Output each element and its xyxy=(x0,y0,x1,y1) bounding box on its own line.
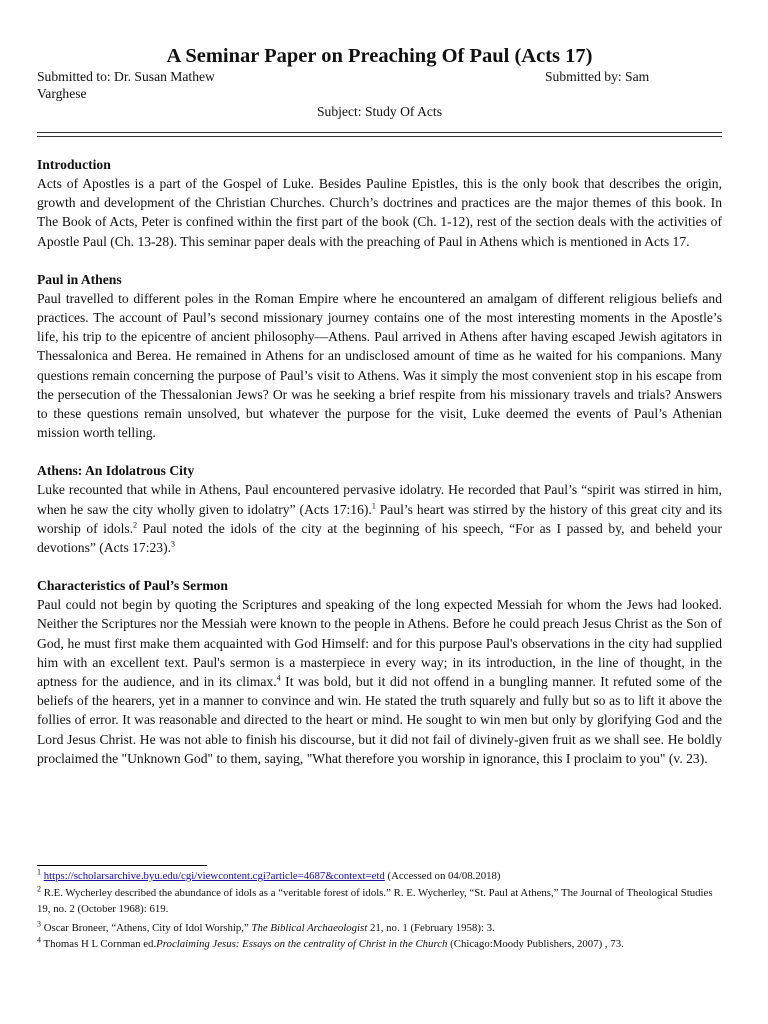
submitted-to: Submitted to: Dr. Susan Mathew xyxy=(37,69,215,84)
footnote-text: (Accessed on 04/08.2018) xyxy=(384,870,501,882)
section-idolatrous-city xyxy=(37,461,722,557)
submitted-by: Submitted by: Sam xyxy=(545,69,650,84)
footnote-ref[interactable]: 3 xyxy=(171,539,176,549)
document-page xyxy=(37,0,722,768)
text-run: Paul could not begin by quoting the Scriptures and speaking of the long expected Messiah for whom the Jews had looked. Neither the Scriptures nor the Messiah were known to the people in Athens. Before he could preach Jesus Christ as the Son of God, he must first make them acquainted with God Himself: and for this purpose Paul's observations in the city had supplied him with an excellent text. Paul's sermon is a masterpiece in every way; in its introduction, in the line of thought, in the aptness for the audience, and in its climax. xyxy=(37,597,722,690)
text-run: It was bold, but it did not offend in a bungling manner. It refuted some of the beliefs of the hearers, yet in a manner to convince and win. He stated the truth squarely and fully but so as to lift it above the follies of error. It was reasonable and directed to the heart or mind. He sought to win men but only by glorifying God and the Lord Jesus Christ. He was not able to finish his discourse, but it did not fail of divinely-given fruit as we shall see. He boldly proclaimed the "Unknown God" to them, saying, "What therefore you worship in ignorance, this I proclaim to you" (v. 23). xyxy=(37,674,722,766)
footnote-ref[interactable]: 1 xyxy=(371,501,376,511)
section-heading: Characteristics of Paul’s Sermon xyxy=(37,578,228,594)
submitted-by-continued: Varghese xyxy=(37,86,87,101)
footnote-1 xyxy=(37,868,722,885)
submission-row xyxy=(37,68,722,85)
section-introduction xyxy=(37,155,722,251)
footnote-3 xyxy=(37,920,722,937)
footnote-number: 2 xyxy=(37,883,41,893)
footnote-text: Thomas H L Cornman ed. xyxy=(41,938,157,950)
section-body: Acts of Apostles is a part of the Gospel of Luke. Besides Pauline Epistles, this is the only book that describes the origin, growth and development of the Christian Churches. Church’s doctrines and practices are the major themes of this book. In The Book of Acts, Peter is confined within the first part of the book (Ch. 1-12), rest of the section deals with the activities of Apostle Paul (Ch. 13-28). This seminar paper deals with the preaching of Paul in Athens which is mentioned in Acts 17. xyxy=(37,176,722,249)
header-divider xyxy=(37,132,722,137)
footnote-ref[interactable]: 4 xyxy=(276,673,281,683)
section-heading: Introduction xyxy=(37,157,111,172)
footnote-number: 4 xyxy=(37,935,41,945)
footnote-italic-title: The Biblical Archaeologist xyxy=(251,921,368,934)
text-run: Luke recounted that while in Athens, Paul encountered pervasive idolatry. He recorded that Paul’s “spirit was stirred in him, when he saw the city wholly given to idolatry” (Acts 17:16). xyxy=(37,482,722,517)
footnote-text: (Chicago:Moody Publishers, 2007) , 73. xyxy=(447,938,624,950)
section-paul-in-athens xyxy=(37,270,722,443)
footnote-text: R.E. Wycherley described the abundance of idols as a “veritable forest of idols.” R. E. Wycherley, “St. Paul at Athens,” The Journal of Theological Studies 19, no. 2 (October 1968): 619. xyxy=(37,886,713,915)
footnote-link[interactable]: https://scholarsarchive.byu.edu/cgi/viewcontent.cgi?article=4687&context=etd xyxy=(43,870,385,882)
section-body xyxy=(37,595,722,768)
subject-line: Subject: Study Of Acts xyxy=(317,104,442,119)
section-sermon-characteristics xyxy=(37,576,722,768)
footnotes xyxy=(37,868,722,953)
text-run: Paul noted the idols of the city at the beginning of his speech, “For as I passed by, and beheld your devotions” (Acts 17:23). xyxy=(37,520,722,556)
section-body xyxy=(37,480,722,557)
footnote-text: 21, no. 1 (February 1958): 3. xyxy=(367,921,495,934)
footnote-number: 3 xyxy=(37,918,41,928)
section-heading: Athens: An Idolatrous City xyxy=(37,463,195,479)
section-body: Paul travelled to different poles in the Roman Empire where he encountered an amalgam of different religious beliefs and practices. The account of Paul’s second missionary journey contains one of the most interesting moments in the Apostle’s life, his trip to the epicentre of ancient philosophy—Athens. Paul arrived in Athens after having escaped Jewish agitators in Thessalonica and Berea. He remained in Athens for an undisclosed amount of time as he waited for his companions. Many questions remain concerning the purpose of Paul’s visit to Athens. Was it simply the most convenient stop in his escape from the persecution of the Thessalonian Jews? Or was he seeking a brief respite from his missionary travels and trials? Answers to these questions remain unsolved, but whatever the purpose for the visit, Luke deemed the events of Paul’s Athenian mission worth telling. xyxy=(37,290,722,441)
footnote-2 xyxy=(37,885,722,918)
footnote-ref[interactable]: 2 xyxy=(133,520,138,530)
footnote-separator xyxy=(37,865,207,866)
footnote-4 xyxy=(37,936,722,953)
footnote-text: Oscar Broneer, “Athens, City of Idol Worship,” xyxy=(41,921,252,934)
footnote-italic-title: Proclaiming Jesus: Essays on the centrality of Christ in the Church xyxy=(156,938,448,950)
text-run: Paul’s heart was stirred by the history of this great city and its worship of idols. xyxy=(37,501,723,536)
footnote-number: 1 xyxy=(37,867,41,877)
section-heading: Paul in Athens xyxy=(37,271,122,287)
page-title: A Seminar Paper on Preaching Of Paul (Acts 17) xyxy=(166,45,593,67)
